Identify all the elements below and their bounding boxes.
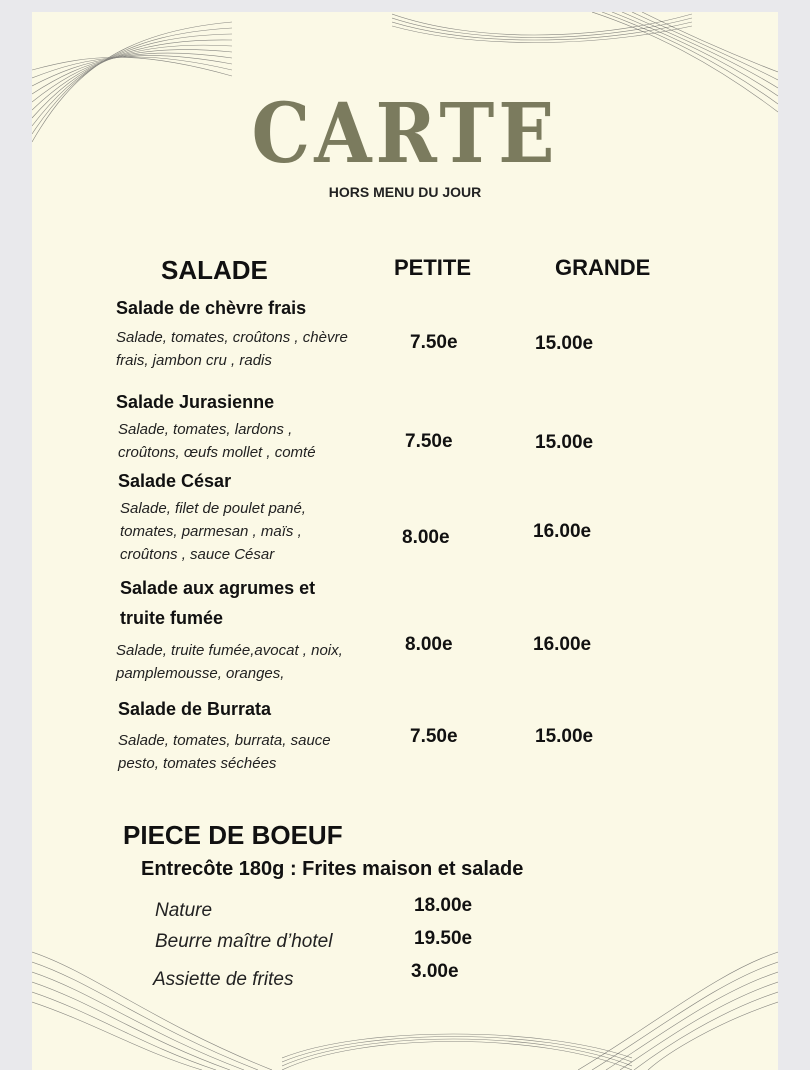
column-header-petite: PETITE [394,255,472,280]
ornament-bottom-left [32,942,272,1070]
salad-price-grande: 15.00e [535,726,594,747]
section-title-beef: PIECE DE BOEUF [123,820,343,850]
beef-option-name: Assiette de frites [153,969,294,990]
column-header-grande: GRANDE [555,255,651,280]
beef-option-price: 19.50e [414,928,473,949]
salad-price-grande: 15.00e [535,333,594,354]
salad-price-petite: 7.50e [405,431,453,452]
salad-description: Salade, tomates, lardons , croûtons, œufs mollet , comté [118,421,316,461]
ornament-bottom-right [578,942,778,1070]
salad-name: Salade César [118,471,232,491]
salad-price-petite: 8.00e [402,527,450,548]
beef-option-name: Beurre maître d’hotel [155,931,333,952]
salad-description: Salade, filet de poulet pané, tomates, parmesan , maïs , croûtons , sauce César [120,500,306,563]
salad-description: Salade, tomates, burrata, sauce pesto, tomates séchées [118,732,331,772]
salad-price-grande: 16.00e [533,521,592,542]
salad-name: Salade de Burrata [118,699,272,719]
menu-page [32,12,778,1070]
salad-price-grande: 16.00e [533,634,592,655]
salad-name: Salade aux agrumes et truite fumée [120,578,316,628]
menu-title: CARTE [251,86,559,182]
beef-subtitle: Entrecôte 180g : Frites maison et salade [141,858,524,880]
salad-name: Salade de chèvre frais [116,298,307,318]
salad-description: Salade, truite fumée,avocat , noix, pamplemousse, oranges, [116,642,343,682]
salad-price-petite: 7.50e [410,726,458,747]
beef-option-price: 18.00e [414,895,473,916]
section-title-salade: SALADE [161,255,268,285]
salad-price-grande: 15.00e [535,432,594,453]
salad-price-petite: 8.00e [405,634,453,655]
menu-subtitle: HORS MENU DU JOUR [328,184,482,200]
salad-price-petite: 7.50e [410,332,458,353]
beef-option-name: Nature [155,900,213,921]
salad-name: Salade Jurasienne [116,392,275,412]
beef-option-price: 3.00e [411,961,459,982]
salad-description: Salade, tomates, croûtons , chèvre frais, jambon cru , radis [116,329,348,369]
